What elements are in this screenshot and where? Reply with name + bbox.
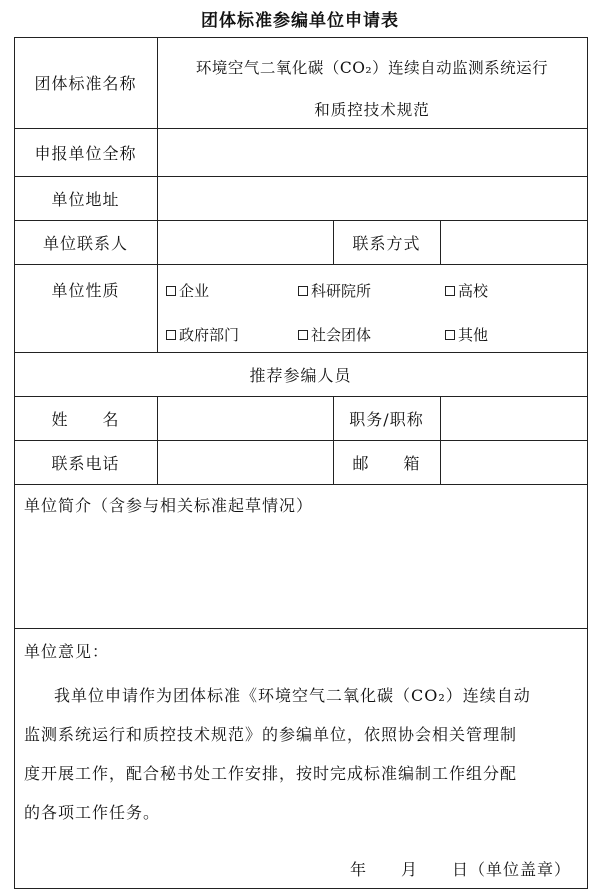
contact-person-field[interactable]: [158, 221, 333, 264]
contact-method-field[interactable]: [441, 221, 587, 264]
checkbox-icon: [298, 330, 308, 340]
intro-label: 单位简介（含参与相关标准起草情况）: [24, 495, 314, 515]
opinion-label: 单位意见：: [24, 641, 110, 661]
phone-label: 联系电话: [51, 453, 120, 473]
opinion-line-4: 的各项工作任务。: [24, 803, 161, 822]
checkbox-other[interactable]: [445, 324, 488, 345]
checkbox-research-institute[interactable]: [298, 280, 371, 301]
checkbox-label: 社会团体: [311, 326, 372, 344]
row-divider: [14, 628, 588, 629]
applicant-label: 申报单位全称: [34, 143, 137, 163]
row-divider: [14, 484, 588, 485]
contact-person-label: 单位联系人: [42, 233, 128, 253]
standard-name-value-line2: 和质控技术规范: [314, 101, 430, 119]
checkbox-icon: [445, 286, 455, 296]
name-label: 姓 名: [51, 409, 120, 429]
checkbox-label: 高校: [458, 282, 489, 300]
table-bottom-border: [14, 888, 588, 889]
contact-method-label: 联系方式: [352, 233, 421, 253]
applicant-field[interactable]: [158, 129, 587, 176]
org-type-label: 单位性质: [51, 280, 120, 300]
recommend-header: 推荐参编人员: [249, 365, 352, 385]
opinion-line-2: 监测系统运行和质控技术规范》的参编单位，依照协会相关管理制: [24, 725, 518, 744]
checkbox-government[interactable]: [166, 324, 239, 345]
standard-name-label: 团体标准名称: [34, 74, 137, 93]
checkbox-university[interactable]: [445, 280, 488, 301]
checkbox-icon: [166, 286, 176, 296]
opinion-line-3: 度开展工作，配合秘书处工作安排，按时完成标准编制工作组分配: [24, 764, 518, 783]
checkbox-label: 其他: [458, 326, 489, 344]
checkbox-label: 企业: [179, 282, 210, 300]
checkbox-icon: [445, 330, 455, 340]
position-label: 职务/职称: [349, 409, 424, 429]
standard-name-value-line1: 环境空气二氧化碳（CO₂）连续自动监测系统运行: [195, 59, 549, 77]
opinion-line-1: 我单位申请作为团体标准《环境空气二氧化碳（CO₂）连续自动: [54, 686, 531, 705]
form-title: 团体标准参编单位申请表: [201, 11, 399, 31]
checkbox-enterprise[interactable]: [166, 280, 209, 301]
intro-field[interactable]: [15, 520, 587, 628]
email-label: 邮 箱: [352, 453, 421, 473]
phone-field[interactable]: [158, 441, 333, 484]
checkbox-label: 政府部门: [179, 326, 240, 344]
table-right-border: [587, 37, 588, 888]
date-stamp-line: 年 月 日（单位盖章）: [350, 860, 572, 879]
checkbox-icon: [166, 330, 176, 340]
name-field[interactable]: [158, 397, 333, 440]
address-field[interactable]: [158, 177, 587, 220]
address-label: 单位地址: [51, 189, 120, 209]
position-field[interactable]: [441, 397, 587, 440]
checkbox-social-group[interactable]: [298, 324, 371, 345]
checkbox-label: 科研院所: [311, 282, 372, 300]
checkbox-icon: [298, 286, 308, 296]
email-field[interactable]: [441, 441, 587, 484]
